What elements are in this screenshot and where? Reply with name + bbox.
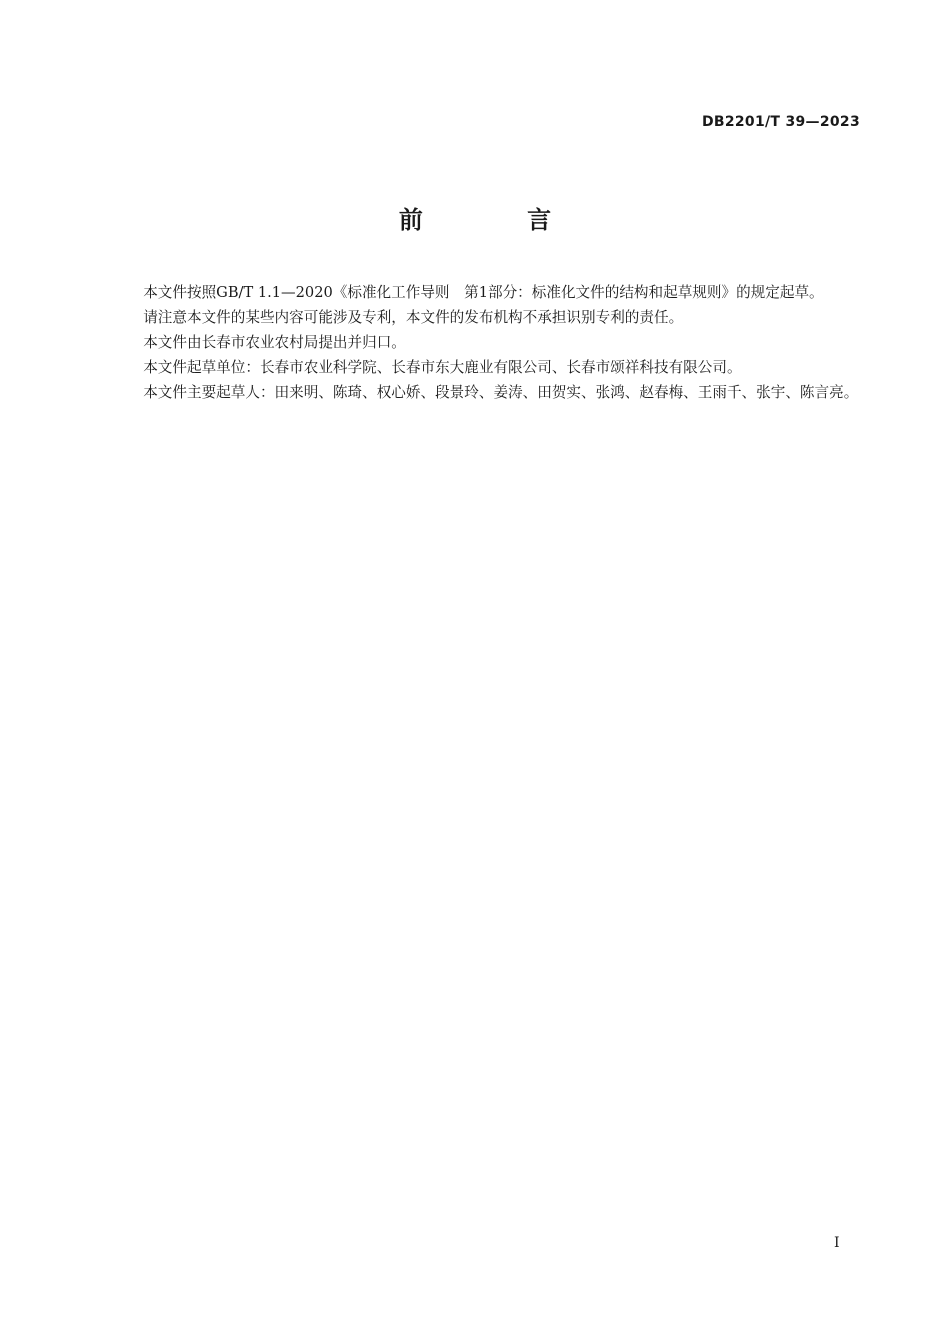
paragraph-drafters: 本文件主要起草人：田来明、陈琦、权心娇、段景玲、姜涛、田贺实、张鸿、赵春梅、王雨千、张宇、陈言亮。 (143, 384, 859, 401)
paragraph-patent-notice: 请注意本文件的某些内容可能涉及专利，本文件的发布机构不承担识别专利的责任。 (143, 309, 684, 326)
paragraph-proposer: 本文件由长春市农业农村局提出并归口。 (143, 334, 406, 351)
document-code: DB2201/T 39—2023 (701, 114, 860, 130)
page-number: I (834, 1235, 840, 1251)
preface-body (114, 280, 860, 405)
paragraph-standard-basis: 本文件按照GB/T 1.1—2020《标准化工作导则 第1部分：标准化文件的结构和起草规则》的规定起草。 (143, 284, 824, 301)
paragraph-drafting-units: 本文件起草单位：长春市农业科学院、长春市东大鹿业有限公司、长春市颂祥科技有限公司。 (143, 359, 742, 376)
page-title: 前 言 (398, 206, 600, 234)
